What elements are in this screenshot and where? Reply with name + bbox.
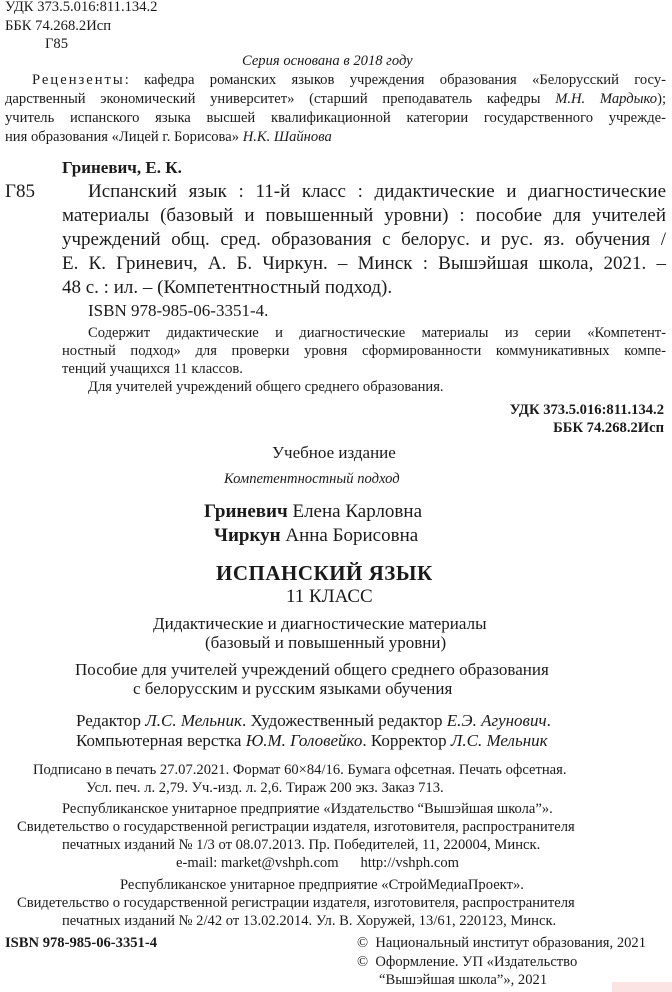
book-grade: 11 КЛАСС (286, 586, 373, 607)
biblio-line-5: 48 с. : ил. – (Компетентностный подход). (62, 277, 393, 298)
udk-code-right: УДК 373.5.016:811.134.2 (509, 402, 664, 418)
reviewers-line-3: учитель испанского языка высшей квалификационной категории государственного учрежде- (5, 110, 666, 126)
corner-mark (612, 982, 672, 992)
printer-line-3: печатных изданий № 2/42 от 13.02.2014. Ул. В. Хоружей, 13/61, 220123, Минск. (62, 913, 557, 929)
biblio-line-2: материалы (базовый и повышенный уровни) : пособие для учителей (62, 205, 666, 226)
reviewer-name-2: Н.К. Шайнова (242, 129, 332, 145)
biblio-isbn: ISBN 978-985-06-3351-4. (88, 301, 269, 320)
annotation-line-3: тенций учащихся 11 классов. (62, 361, 243, 377)
biblio-line-1: Испанский язык : 11-й класс : дидактические и диагностические (88, 181, 666, 202)
bbk-code-top: ББК 74.268.2Исп (5, 18, 112, 34)
biblio-code: Г85 (5, 181, 35, 202)
editor-name: Л.С. Мельник (145, 711, 242, 730)
publisher-line-2: Свидетельство о государственной регистрации издателя, изготовителя, распространителя (17, 819, 575, 835)
edition-type: Учебное издание (272, 443, 396, 462)
layout-name: Ю.М. Головейко (245, 731, 363, 750)
publisher-line-3: печатных изданий № 1/3 от 08.07.2013. Пр. Победителей, 11, 220004, Минск. (62, 837, 541, 853)
bbk-code-right: ББК 74.268.2Исп (553, 420, 664, 436)
publisher-contacts: e-mail: market@vshph.com http://vshph.com (176, 855, 459, 871)
author-2-given: Анна Борисовна (280, 525, 419, 546)
isbn-bottom: ISBN 978-985-06-3351-4 (5, 935, 158, 951)
author-2-surname: Чиркун (214, 525, 281, 546)
publisher-line-1: Республиканское унитарное предприятие «Издательство “Вышэйшая школа”». (62, 801, 553, 817)
reviewers-line-4: ния образования «Лицей г. Борисова» Н.К. Шайнова (5, 129, 332, 145)
purpose-line-2: с белорусским и русским языками обучения (133, 679, 453, 698)
staff-line-1: Редактор Л.С. Мельник. Художественный редактор Е.Э. Агунович. (76, 711, 551, 730)
art-editor-name: Е.Э. Агунович (446, 711, 547, 730)
author-1 (204, 501, 422, 523)
copyright-line-1: © Национальный институт образования, 2021 (357, 935, 647, 951)
annotation-line-2: ностный подход» для проверки уровня сформированности коммуникативных компе- (62, 343, 666, 359)
purpose-line-1: Пособие для учителей учреждений общего среднего образования (75, 660, 549, 679)
author-1-surname: Гриневич (204, 501, 288, 522)
printer-line-2: Свидетельство о государственной регистрации издателя, изготовителя, распространителя (17, 895, 575, 911)
author-sign-top: Г85 (45, 36, 69, 52)
book-title: ИСПАНСКИЙ ЯЗЫК (216, 561, 433, 585)
print-info-line-1: Подписано в печать 27.07.2021. Формат 60×84/16. Бумага офсетная. Печать офсетная. (33, 762, 567, 778)
reviewers-line-2: дарственный экономический университет» (старший преподаватель кафедры М.Н. Мардыко); (5, 91, 666, 107)
biblio-author: Гриневич, Е. К. (62, 158, 182, 177)
biblio-line-3: учреждений общ. сред. образования с белорус. и рус. яз. обучения / (62, 229, 666, 250)
printer-line-1: Республиканское унитарное предприятие «СтройМедиаПроект». (120, 877, 524, 893)
reviewer-name-1: М.Н. Мардыко (555, 91, 658, 107)
udk-code-top: УДК 373.5.016:811.134.2 (5, 0, 158, 15)
author-2 (214, 525, 418, 547)
staff-line-2: Компьютерная верстка Ю.М. Головейко. Корректор Л.С. Мельник (76, 731, 548, 750)
author-1-given: Елена Карловна (287, 501, 422, 522)
reviewers-line-1: Рецензенты: кафедра романских языков учреждения образования «Белорусский госу- (32, 72, 666, 88)
proofreader-name: Л.С. Мельник (450, 731, 548, 750)
annotation-line-1: Содержит дидактические и диагностические материалы из серии «Компетент- (88, 325, 666, 341)
subtitle-line-1: Дидактические и диагностические материалы (153, 614, 487, 633)
annotation-audience: Для учителей учреждений общего среднего образования. (88, 379, 444, 395)
series-name: Компетентностный подход (224, 471, 400, 487)
reviewers-label: Рецензенты (32, 72, 125, 88)
subtitle-line-2: (базовый и повышенный уровни) (205, 633, 447, 652)
print-info-line-2: Усл. печ. л. 2,79. Уч.-изд. л. 2,6. Тираж 200 экз. Заказ 713. (86, 780, 444, 796)
copyright-line-3: “Вышэйшая школа”», 2021 (379, 972, 548, 988)
copyright-line-2: © Оформление. УП «Издательство (357, 954, 578, 970)
series-note: Серия основана в 2018 году (242, 53, 413, 69)
biblio-line-4: Е. К. Гриневич, А. Б. Чиркун. – Минск : Вышэйшая школа, 2021. – (62, 253, 666, 274)
